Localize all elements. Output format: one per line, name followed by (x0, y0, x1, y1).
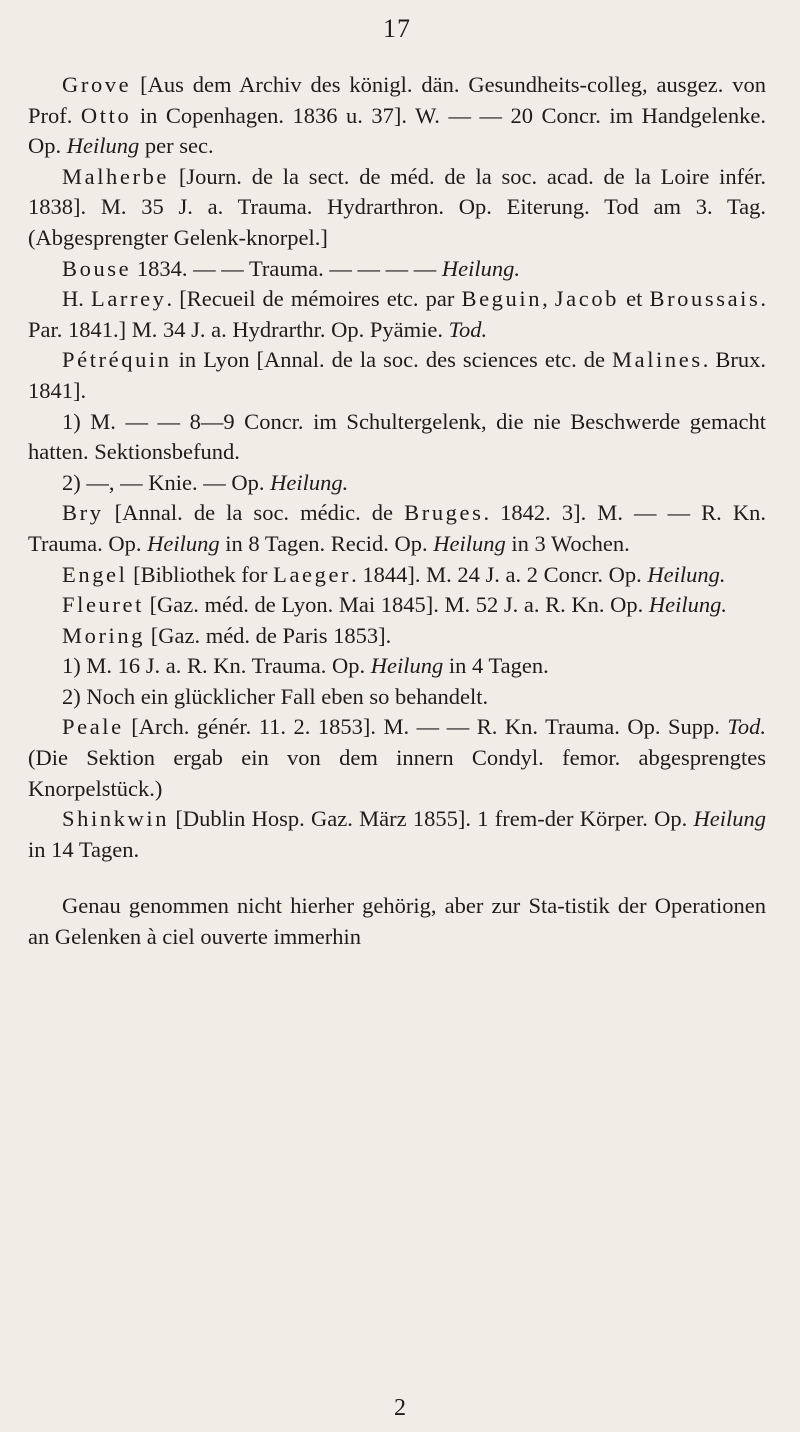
outcome: Heilung (433, 530, 506, 556)
author-name: Beguin (461, 286, 543, 312)
outcome: Heilung (693, 806, 766, 832)
outcome: Heilung (66, 133, 140, 159)
author-name: Fleuret (62, 592, 144, 618)
entry-petrequin: Pétréquin in Lyon [Annal. de la soc. des sciences etc. de Malines. Brux. 1841]. (28, 347, 767, 403)
entry-fleuret: Fleuret [Gaz. méd. de Lyon. Mai 1845]. M. 52 J. a. R. Kn. Op. Heilung. (62, 592, 727, 618)
author-name: Larrey (90, 286, 167, 312)
author-name: Jacob (554, 286, 620, 312)
signature-mark: 2 (394, 1395, 406, 1421)
case-1: 1) M. 16 J. a. R. Kn. Trauma. Op. Heilung in 4 Tagen. (62, 653, 549, 679)
author-name: Malherbe (62, 163, 170, 189)
author-name: Grove (62, 72, 132, 97)
entry-engel: Engel [Bibliothek for Laeger. 1844]. M. 24 J. a. 2 Concr. Op. Heilung. (62, 561, 726, 587)
entry-grove: Grove [Aus dem Archiv des königl. dän. Gesundheits-colleg, ausgez. von Prof. Otto in Copenhagen. 1836 u. 37]. W. — — 20 Concr. im Handgelenke. Op. Heilung per sec. (28, 72, 767, 159)
entry-malherbe: Malherbe [Journ. de la sect. de méd. de la soc. acad. de la Loire infér. 1838]. M. 35 J. a. Trauma. Hydrarthron. Op. Eiterung. Tod am 3. Tag. (Abgesprengter Gelenk-knorpel.] (28, 163, 766, 250)
case-2: 2) —, — Knie. — Op. Heilung. (62, 469, 349, 495)
author-name: Pétréquin (62, 347, 172, 373)
outcome: Heilung (147, 530, 220, 556)
body-text (28, 70, 766, 953)
entry-shinkwin: Shinkwin [Dublin Hosp. Gaz. März 1855]. 1 frem-der Körper. Op. Heilung in 14 Tagen. (28, 806, 766, 862)
author-name: Shinkwin (62, 806, 170, 832)
author-name: Moring (62, 622, 146, 648)
outcome: Heilung. (648, 592, 727, 618)
entry-bry: Bry [Annal. de la soc. médic. de Bruges. 1842. 3]. M. — — R. Kn. Trauma. Op. Heilung in 8 Tagen. Recid. Op. Heilung in 3 Wochen. (28, 500, 766, 556)
entry-larrey: H. Larrey. [Recueil de mémoires etc. par Beguin, Jacob et Broussais. Par. 1841.] M. 34 J. a. Hydrarthr. Op. Pyämie. Tod. (28, 286, 766, 342)
outcome: Tod. (727, 714, 766, 740)
place-name: Malines (612, 347, 703, 373)
author-name: Peale (62, 714, 124, 740)
journal-name: Laeger (273, 561, 352, 587)
outcome: Heilung. (270, 469, 349, 495)
case-1: 1) M. — — 8—9 Concr. im Schultergelenk, die nie Beschwerde gemacht hatten. Sektionsbefund. (28, 408, 766, 465)
author-name: Bry (62, 500, 104, 526)
case-2: 2) Noch ein glücklicher Fall eben so behandelt. (62, 683, 489, 709)
entry-peale: Peale [Arch. génér. 11. 2. 1853]. M. — — R. Kn. Trauma. Op. Supp. Tod. (Die Sektion ergab ein von dem innern Condyl. femor. abgesprengtes Knorpelstück.) (28, 714, 766, 801)
outcome: Tod. (448, 316, 488, 342)
author-name: Broussais (649, 286, 761, 312)
author-name: Bouse (62, 255, 132, 281)
outcome: Heilung. (441, 255, 521, 281)
place-name: Bruges (404, 500, 484, 526)
closing-paragraph: Genau genommen nicht hierher gehörig, aber zur Sta-tistik der Operationen an Gelenken à ciel ouverte immerhin (28, 893, 766, 950)
author-name: Otto (80, 102, 132, 128)
page-number: 17 (383, 14, 411, 43)
outcome: Heilung (370, 653, 444, 679)
author-name: Engel (62, 561, 128, 587)
entry-moring: Moring [Gaz. méd. de Paris 1853]. (62, 622, 392, 648)
outcome: Heilung. (647, 561, 726, 587)
entry-bouse: Bouse 1834. — — Trauma. — — — — Heilung. (62, 255, 521, 281)
